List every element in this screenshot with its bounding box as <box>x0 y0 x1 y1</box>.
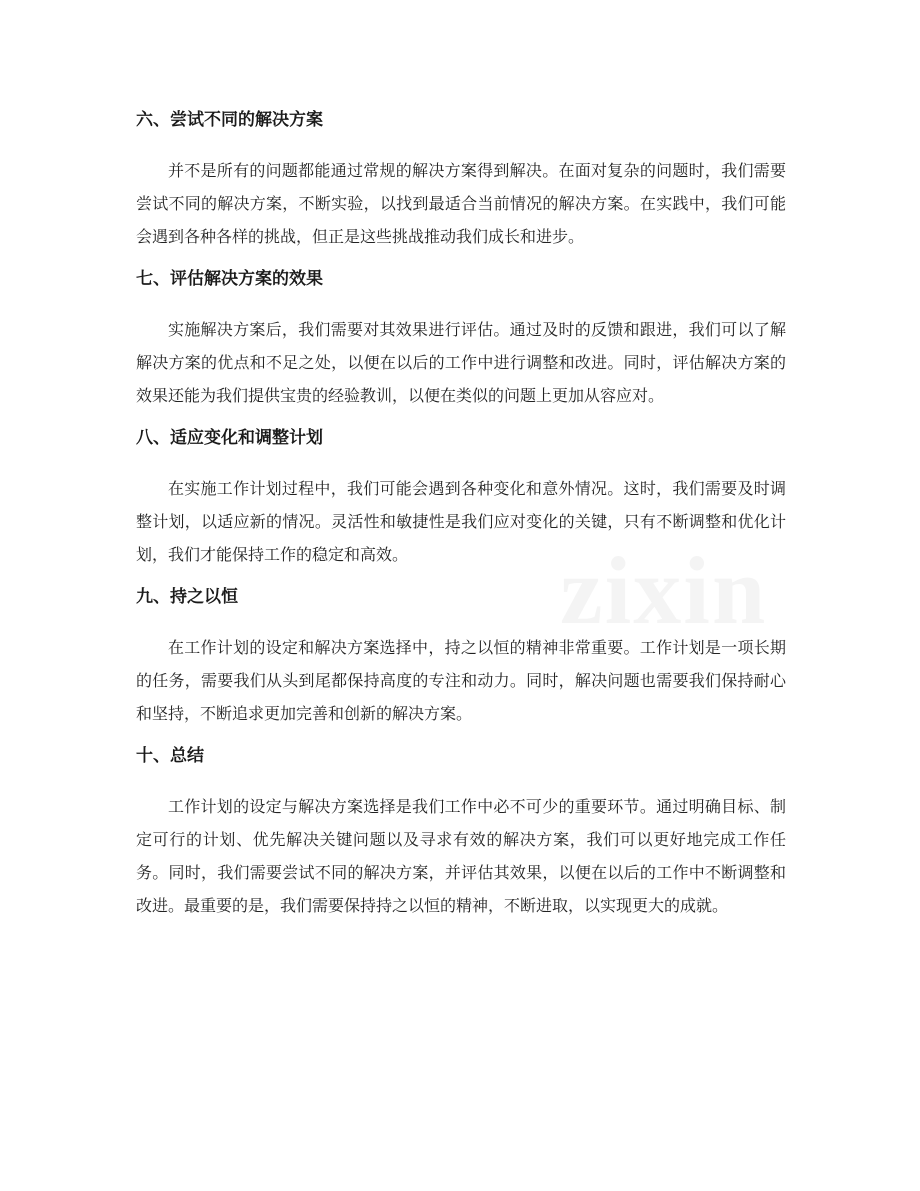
section-paragraph: 并不是所有的问题都能通过常规的解决方案得到解决。在面对复杂的问题时，我们需要尝试不同的解决方案，不断实验，以找到最适合当前情况的解决方案。在实践中，我们可能会遇到各种各样的挑战，但正是这些挑战推动我们成长和进步。 <box>136 161 786 246</box>
section-7 <box>136 267 786 412</box>
section-8 <box>136 426 786 571</box>
section-10 <box>136 744 786 922</box>
section-heading: 六、尝试不同的解决方案 <box>136 110 323 130</box>
section-paragraph: 实施解决方案后，我们需要对其效果进行评估。通过及时的反馈和跟进，我们可以了解解决方案的优点和不足之处，以便在以后的工作中进行调整和改进。同时，评估解决方案的效果还能为我们提供宝贵的经验教训，以便在类似的问题上更加从容应对。 <box>136 320 786 405</box>
section-paragraph: 工作计划的设定与解决方案选择是我们工作中必不可少的重要环节。通过明确目标、制定可行的计划、优先解决关键问题以及寻求有效的解决方案，我们可以更好地完成工作任务。同时，我们需要尝试不同的解决方案，并评估其效果，以便在以后的工作中不断调整和改进。最重要的是，我们需要保持持之以恒的精神，不断进取，以实现更大的成就。 <box>136 797 786 915</box>
section-heading: 十、总结 <box>136 746 204 766</box>
document-page <box>136 96 786 934</box>
section-heading: 七、评估解决方案的效果 <box>136 269 323 289</box>
section-paragraph: 在实施工作计划过程中，我们可能会遇到各种变化和意外情况。这时，我们需要及时调整计划，以适应新的情况。灵活性和敏捷性是我们应对变化的关键，只有不断调整和优化计划，我们才能保持工作的稳定和高效。 <box>136 479 786 564</box>
section-heading: 八、适应变化和调整计划 <box>136 428 323 448</box>
section-6 <box>136 108 786 253</box>
section-9 <box>136 585 786 730</box>
section-paragraph: 在工作计划的设定和解决方案选择中，持之以恒的精神非常重要。工作计划是一项长期的任务，需要我们从头到尾都保持高度的专注和动力。同时，解决问题也需要我们保持耐心和坚持，不断追求更加完善和创新的解决方案。 <box>136 638 786 723</box>
section-heading: 九、持之以恒 <box>136 587 238 607</box>
